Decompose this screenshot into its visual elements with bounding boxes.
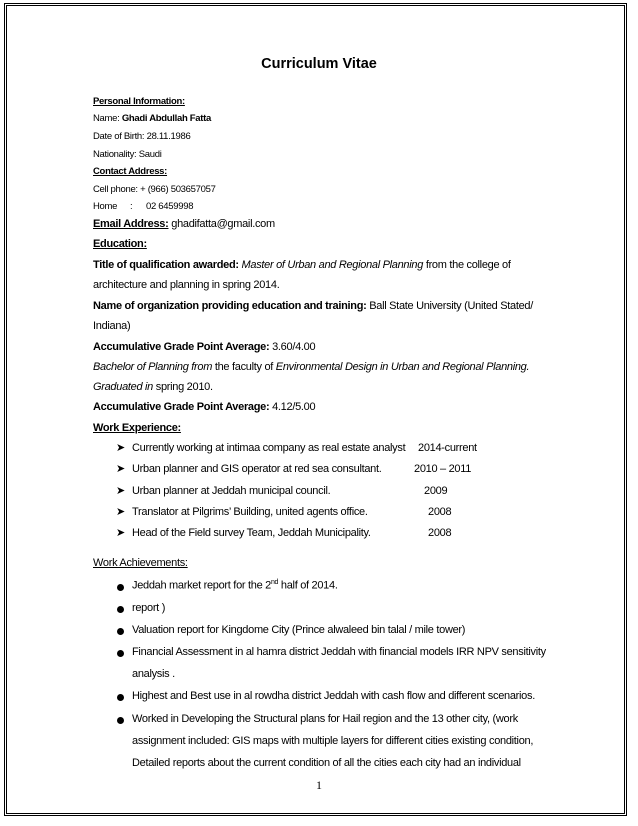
- name-line: [93, 113, 211, 124]
- achievement-item: [132, 579, 338, 592]
- organization-line-2: Indiana): [93, 320, 131, 332]
- cell-phone-line: Cell phone: + (966) 503657057: [93, 184, 216, 195]
- organization-line: [93, 300, 533, 312]
- qualification-line: [93, 259, 511, 271]
- email-line: [93, 218, 275, 230]
- organization-label: Name of organization providing education and training:: [93, 300, 367, 312]
- achievement-item: Financial Assessment in al hamra district Jeddah with financial models IRR NPV sensitivity: [132, 646, 546, 658]
- bachelor-title: Bachelor of Planning from: [93, 361, 213, 373]
- dob-line: Date of Birth: 28.11.1986: [93, 131, 191, 142]
- gpa-master-value: 3.60/4.00: [272, 341, 316, 353]
- work-item-year: 2010 – 2011: [414, 463, 472, 475]
- arrow-bullet-icon: ➤: [116, 463, 126, 475]
- work-item-text: Translator at Pilgrims’ Building, united agents office.: [132, 506, 368, 518]
- qualification-rest: from the college of: [425, 259, 511, 271]
- achievement-item: Worked in Developing the Structural plans for Hail region and the 13 other city, (work: [132, 713, 518, 725]
- achievement-item-continued: Detailed reports about the current condition of all the cities each city had an individual: [132, 757, 521, 769]
- home-label: Home: [93, 201, 118, 212]
- achievement-item-continued: analysis .: [132, 668, 175, 680]
- gpa-master-label: Accumulative Grade Point Average:: [93, 341, 270, 353]
- qualification-label: Title of qualification awarded:: [93, 259, 239, 271]
- arrow-bullet-icon: ➤: [116, 485, 126, 497]
- name-label: Name:: [93, 113, 120, 124]
- bachelor-mid: the faculty of: [214, 361, 274, 373]
- arrow-bullet-icon: ➤: [116, 527, 126, 539]
- work-item-text: Urban planner at Jeddah municipal council.: [132, 485, 331, 497]
- qualification-line-2: architecture and planning in spring 2014.: [93, 279, 280, 291]
- achievement-item: Valuation report for Kingdome City (Prince alwaleed bin talal / mile tower): [132, 624, 466, 636]
- graduated-value: spring 2010.: [155, 381, 213, 393]
- bullet-dot-icon: [117, 606, 124, 613]
- work-item-year: 2008: [428, 506, 452, 518]
- qualification-value: Master of Urban and Regional Planning: [241, 259, 424, 271]
- graduated-line: [93, 381, 213, 393]
- bullet-dot-icon: [117, 650, 124, 657]
- arrow-bullet-icon: ➤: [116, 442, 126, 454]
- bullet-dot-icon: [117, 628, 124, 635]
- gpa-bachelor-value: 4.12/5.00: [272, 401, 316, 413]
- work-item-text: Currently working at intimaa company as real estate analyst: [132, 442, 406, 454]
- achievement-item-continued: assignment included: GIS maps with multiple layers for different cities existing condition,: [132, 735, 534, 747]
- home-separator: :: [130, 201, 133, 212]
- work-item-year: 2008: [428, 527, 452, 539]
- work-achievements-heading: Work Achievements:: [93, 557, 188, 569]
- work-item-year: 2014-current: [418, 442, 477, 454]
- ordinal-superscript: nd: [270, 579, 279, 586]
- gpa-master-line: [93, 341, 315, 353]
- achievement-item: report ): [132, 602, 166, 614]
- organization-value: Ball State University (United Stated/: [369, 300, 534, 312]
- bachelor-line: [93, 361, 529, 373]
- graduated-label: Graduated in: [93, 381, 153, 393]
- name-value: Ghadi Abdullah Fatta: [121, 113, 212, 124]
- gpa-bachelor-line: [93, 401, 315, 413]
- home-phone-value: 02 6459998: [146, 201, 194, 212]
- work-experience-heading: Work Experience:: [93, 422, 181, 434]
- bullet-dot-icon: [117, 584, 124, 591]
- page-number: 1: [316, 778, 322, 792]
- work-item-text: Urban planner and GIS operator at red sea consultant.: [132, 463, 382, 475]
- work-item-year: 2009: [424, 485, 448, 497]
- achievement-text: Jeddah market report for the 2: [132, 579, 271, 592]
- achievement-text-end: half of 2014.: [280, 579, 338, 592]
- bachelor-faculty: Environmental Design in Urban and Regional Planning.: [275, 361, 530, 373]
- gpa-bachelor-label: Accumulative Grade Point Average:: [93, 401, 270, 413]
- page-title: Curriculum Vitae: [261, 56, 377, 72]
- achievement-item: Highest and Best use in al rowdha district Jeddah with cash flow and different scenarios.: [132, 690, 535, 702]
- education-heading: Education:: [93, 238, 147, 250]
- personal-info-heading: Personal Information:: [93, 96, 185, 107]
- bullet-dot-icon: [117, 694, 124, 701]
- email-value: ghadifatta@gmail.com: [171, 218, 275, 230]
- work-item-text: Head of the Field survey Team, Jeddah Municipality.: [132, 527, 371, 539]
- nationality-line: Nationality: Saudi: [93, 149, 162, 160]
- email-label: Email Address:: [93, 218, 169, 230]
- bullet-dot-icon: [117, 717, 124, 724]
- arrow-bullet-icon: ➤: [116, 506, 126, 518]
- contact-heading: Contact Address:: [93, 166, 168, 177]
